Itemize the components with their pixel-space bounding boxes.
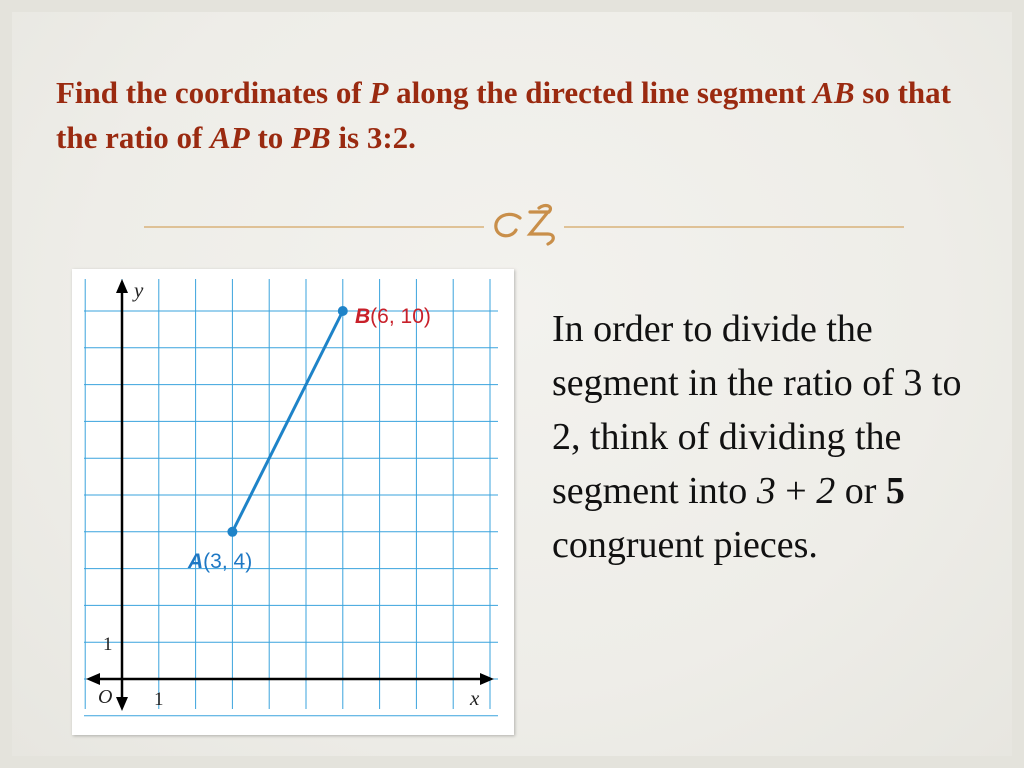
y-tick-label: 1 — [103, 634, 113, 655]
x-axis-label: x — [470, 686, 480, 710]
origin-label: O — [98, 686, 113, 708]
y-axis-bottom-arrow-icon — [116, 697, 128, 711]
x-axis-left-arrow-icon — [86, 673, 100, 685]
point-a — [227, 527, 237, 537]
decorative-divider — [144, 202, 904, 252]
grid — [84, 279, 498, 716]
flourish-icon — [496, 205, 553, 244]
point-b — [338, 306, 348, 316]
slide — [12, 12, 1012, 756]
point-b-coords: (6, 10) — [370, 305, 431, 328]
point-b-letter: B — [355, 305, 371, 328]
point-a-letter: A — [188, 550, 204, 573]
x-axis-right-arrow-icon — [480, 673, 494, 685]
point-a-label — [187, 550, 252, 573]
slide-title: Find the coordinates of P along the directed line segment AB so that the ratio of AP to PB is 3:2. — [56, 75, 951, 155]
x-tick-label: 1 — [154, 689, 164, 710]
y-axis-label: y — [134, 278, 144, 302]
y-axis-top-arrow-icon — [116, 279, 128, 293]
point-b-label — [355, 305, 431, 328]
explanation-text: In order to divide the segment in the ratio of 3 to 2, think of dividing the segment into 3 + 2 or 5 congruent pieces. — [552, 308, 962, 566]
point-a-coords: (3, 4) — [203, 550, 253, 573]
coordinate-graph-frame — [72, 269, 514, 735]
coordinate-graph — [72, 269, 514, 735]
